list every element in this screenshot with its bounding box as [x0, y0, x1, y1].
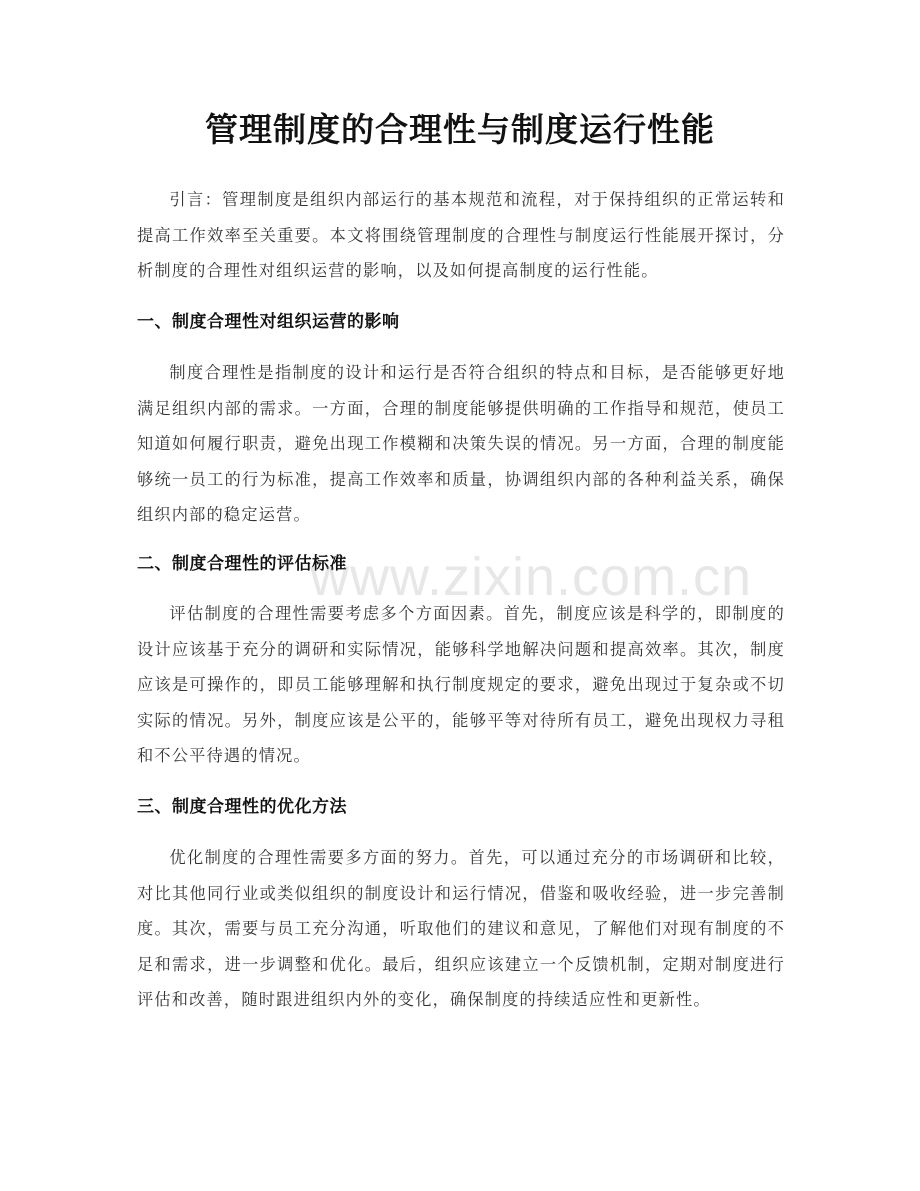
intro-paragraph: 引言：管理制度是组织内部运行的基本规范和流程，对于保持组织的正常运转和提高工作效率至关重要。本文将围绕管理制度的合理性与制度运行性能展开探讨，分析制度的合理性对组织运营的影响，以及如何提高制度的运行性能。	[137, 190, 785, 280]
section-heading-3: 三、制度合理性的优化方法	[137, 797, 347, 817]
section-heading-2: 二、制度合理性的评估标准	[137, 554, 347, 574]
section-body-2: 评估制度的合理性需要考虑多个方面因素。首先，制度应该是科学的，即制度的设计应该基于充分的调研和实际情况，能够科学地解决问题和提高效率。其次，制度应该是可操作的，即员工能够理解和执行制度规定的要求，避免出现过于复杂或不切实际的情况。另外，制度应该是公平的，能够平等对待所有员工，避免出现权力寻租和不公平待遇的情况。	[137, 604, 785, 765]
section-heading-1: 一、制度合理性对组织运营的影响	[137, 312, 400, 332]
section-body-1: 制度合理性是指制度的设计和运行是否符合组织的特点和目标，是否能够更好地满足组织内部的需求。一方面，合理的制度能够提供明确的工作指导和规范，使员工知道如何履行职责，避免出现工作模糊和决策失误的情况。另一方面，合理的制度能够统一员工的行为标准，提高工作效率和质量，协调组织内部的各种利益关系，确保组织内部的稳定运营。	[137, 363, 785, 524]
document-title: 管理制度的合理性与制度运行性能	[205, 110, 715, 149]
watermark: www.zixin.com.cn	[310, 547, 753, 607]
section-body-3: 优化制度的合理性需要多方面的努力。首先，可以通过充分的市场调研和比较，对比其他同行业或类似组织的制度设计和运行情况，借鉴和吸收经验，进一步完善制度。其次，需要与员工充分沟通，听取他们的建议和意见，了解他们对现有制度的不足和需求，进一步调整和优化。最后，组织应该建立一个反馈机制，定期对制度进行评估和改善，随时跟进组织内外的变化，确保制度的持续适应性和更新性。	[137, 848, 785, 1009]
